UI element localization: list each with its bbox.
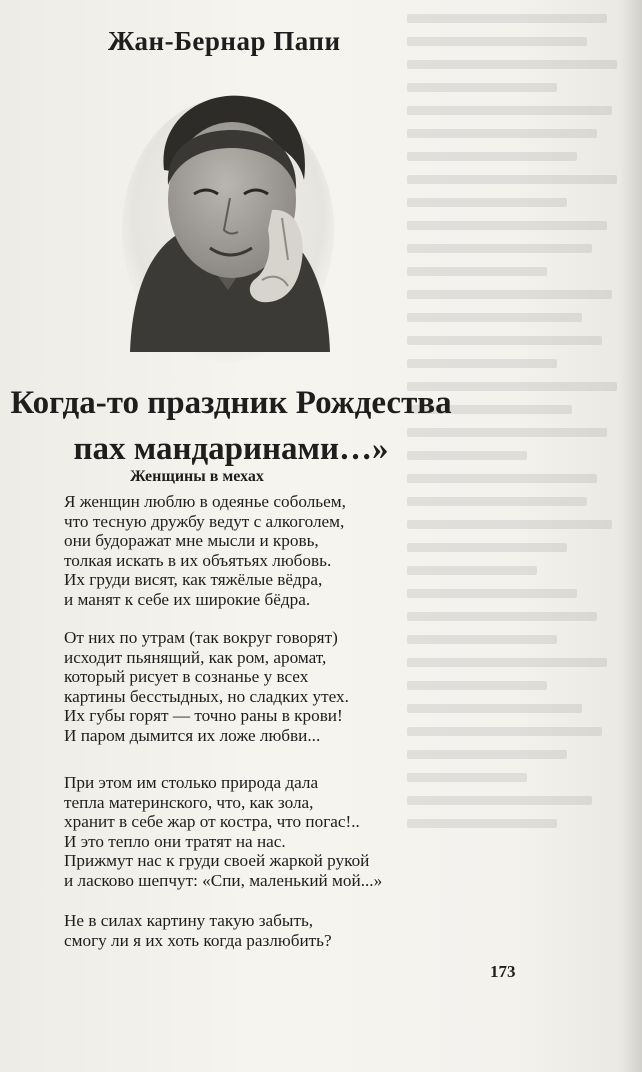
poem-title: Женщины в мехах (130, 468, 264, 485)
verse-line: При этом им столько природа дала (64, 773, 319, 792)
verse-line: что тесную дружбу ведут с алкоголем, (64, 511, 345, 531)
verse-line: Я женщин люблю в одеянье собольем, (64, 492, 346, 511)
verse-line: который рисует в сознанье у всех (64, 667, 309, 687)
stanza-4 (64, 911, 332, 950)
verse-line: Их груди висят, как тяжёлые вёдра, (64, 570, 323, 590)
author-name: Жан-Бернар Папи (108, 26, 341, 56)
page-number: 173 (490, 962, 516, 981)
verse-line: исходит пьянящий, как ром, аромат, (64, 647, 327, 667)
verse-line: хранит в себе жар от костра, что погас!.. (64, 812, 360, 832)
verse-line: От них по утрам (так вокруг говорят) (64, 628, 338, 647)
stanza-2 (64, 628, 349, 746)
verse-line: и ласково шепчут: «Спи, маленький мой...» (64, 870, 383, 890)
author-portrait (122, 90, 334, 362)
verse-line: и манят к себе их широкие бёдра. (64, 589, 311, 609)
verse-line: они будоражат мне мысли и кровь, (64, 531, 319, 551)
section-title-line: пах мандаринами…» (73, 431, 389, 467)
verse-line: Прижмут нас к груди своей жаркой рукой (64, 851, 370, 871)
stanza-3 (64, 773, 382, 891)
section-title (0, 380, 466, 472)
section-title-line: Когда-то праздник Рождества (10, 385, 452, 421)
verse-line: И это тепло они тратят на нас. (64, 831, 286, 851)
verse-line: Их губы горят — точно раны в крови! (64, 706, 343, 726)
verse-line: толкая искать в их объятьях любовь. (64, 550, 332, 570)
stanza-1 (64, 492, 346, 610)
verse-line: Не в силах картину такую забыть, (64, 911, 314, 930)
verse-line: картины бесстыдных, но сладких утех. (64, 686, 349, 706)
verse-line: тепла материнского, что, как зола, (64, 792, 314, 812)
verse-line: смогу ли я их хоть когда разлюбить? (64, 930, 332, 950)
page-spine-shadow (620, 0, 642, 1072)
verse-line: И паром дымится их ложе любви... (64, 725, 321, 745)
